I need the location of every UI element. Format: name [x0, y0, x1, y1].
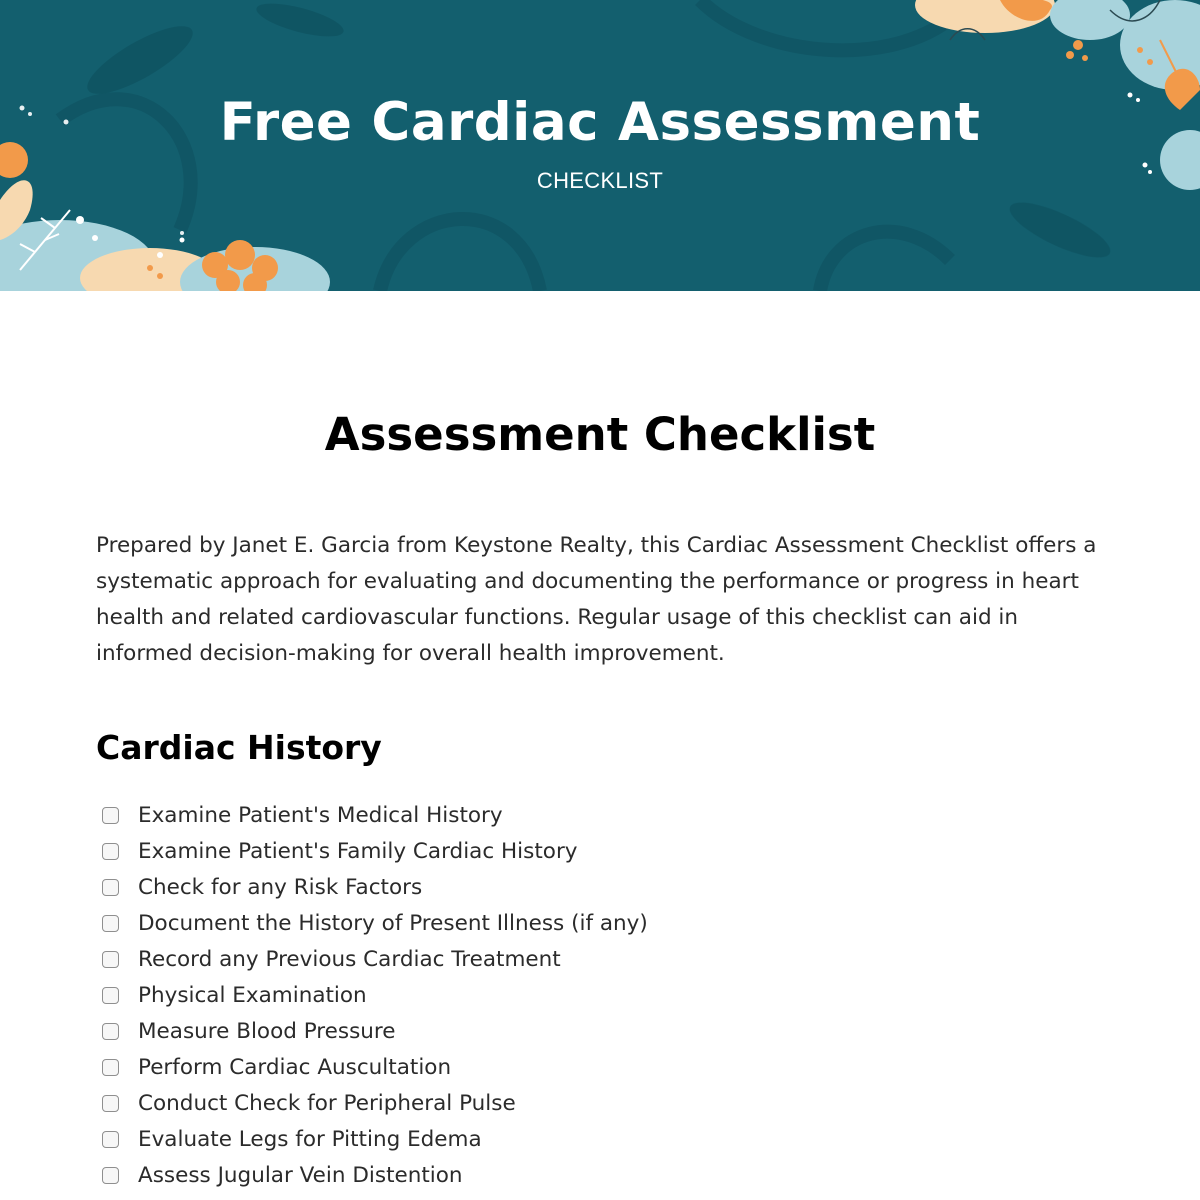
checklist-item[interactable]: [100, 1049, 1000, 1085]
checklist-item-label: Evaluate Legs for Pitting Edema: [138, 1126, 482, 1152]
checkbox[interactable]: [102, 879, 119, 896]
checklist-item-label: Measure Blood Pressure: [138, 1018, 396, 1044]
checkbox[interactable]: [102, 1059, 119, 1076]
checklist-item-label: Assess Jugular Vein Distention: [138, 1162, 463, 1188]
checkbox[interactable]: [102, 1131, 119, 1148]
banner-subtitle: CHECKLIST: [536, 168, 664, 193]
checkbox[interactable]: [102, 1167, 119, 1184]
checklist-item-label: Conduct Check for Peripheral Pulse: [138, 1090, 516, 1116]
checklist-item[interactable]: [100, 1013, 1000, 1049]
checkbox[interactable]: [102, 843, 119, 860]
checklist-item[interactable]: [100, 1085, 1000, 1121]
checklist-item-label: Perform Cardiac Auscultation: [138, 1054, 452, 1080]
checklist-item-label: Record any Previous Cardiac Treatment: [138, 946, 561, 972]
document-heading: Assessment Checklist: [324, 408, 876, 461]
checklist-item-label: Examine Patient's Medical History: [138, 802, 503, 828]
checkbox[interactable]: [102, 1023, 119, 1040]
checklist-item[interactable]: [100, 941, 1000, 977]
checkbox[interactable]: [102, 951, 119, 968]
checklist: [100, 797, 1000, 1193]
checkbox[interactable]: [102, 915, 119, 932]
header-banner: [0, 0, 1200, 291]
banner-title: Free Cardiac Assessment: [219, 92, 981, 153]
checklist-item[interactable]: [100, 1121, 1000, 1157]
section-heading-cardiac-history: Cardiac History: [96, 728, 382, 767]
checklist-item[interactable]: [100, 1157, 1000, 1193]
checkbox[interactable]: [102, 1095, 119, 1112]
checklist-item[interactable]: [100, 833, 1000, 869]
intro-paragraph: Prepared by Janet E. Garcia from Keystone Realty, this Cardiac Assessment Checklist offers a systematic approach for evaluating and documenting the performance or progress in heart health and related cardiovascular functions. Regular usage of this checklist can aid in informed decision-making for overall health improvement.: [96, 533, 1097, 666]
checklist-item[interactable]: [100, 869, 1000, 905]
checklist-item-label: Check for any Risk Factors: [138, 874, 423, 900]
checklist-item-label: Examine Patient's Family Cardiac History: [138, 838, 578, 864]
checklist-item[interactable]: [100, 797, 1000, 833]
checklist-item[interactable]: [100, 905, 1000, 941]
checklist-item[interactable]: [100, 977, 1000, 1013]
checkbox[interactable]: [102, 987, 119, 1004]
checklist-item-label: Document the History of Present Illness (if any): [138, 910, 648, 936]
checkbox[interactable]: [102, 807, 119, 824]
bottom-left-flowers: [0, 142, 330, 291]
checklist-item-label: Physical Examination: [138, 982, 367, 1008]
